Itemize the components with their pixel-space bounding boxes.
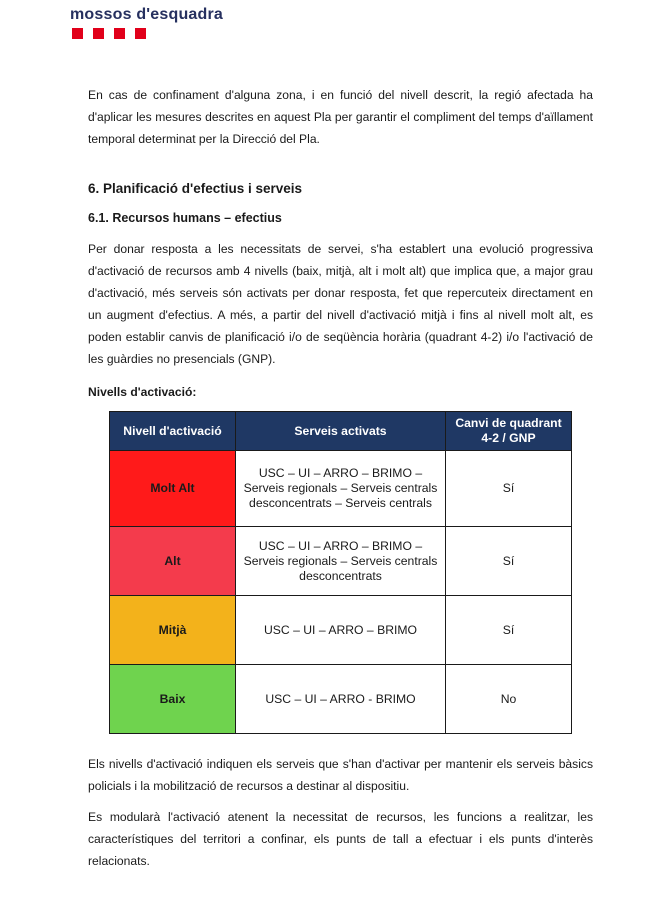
table-row [110, 665, 572, 734]
subsection-heading: 6.1. Recursos humans – efectius [88, 211, 282, 225]
table-row [110, 596, 572, 665]
logo-square-icon [135, 28, 146, 39]
services-cell: USC – UI – ARRO – BRIMO [236, 596, 446, 665]
intro-paragraph: En cas de confinament d'alguna zona, i en funció del nivell descrit, la regió afectada ha d'aplicar les mesures descrites en aquest Pla per garantir el compliment del temps d'aïllament temporal determinat per la Direcció del Pla. [88, 88, 593, 146]
after-table-paragraph-2: Es modularà l'activació atenent la necessitat de recursos, les funcions a realitzar, les característiques del territori a confinar, els punts de tall a efectuar i els punts d'interès relacionats. [88, 810, 593, 868]
change-cell: Sí [446, 527, 572, 596]
body-paragraph: Per donar resposta a les necessitats de servei, s'ha establert una evolució progressiva d'activació de recursos amb 4 nivells (baix, mitjà, alt i molt alt) que implica que, a major grau d'activació, més serveis són activats per donar resposta, fet que repercuteix directament en un augment d'efectius. A més, a partir del nivell d'activació mitjà i fins al nivell molt alt, es poden establir canvis de planificació i/o de seqüència horària (quadrant 4-2) i/o l'activació de les guàrdies no presencials (GNP). [88, 242, 593, 366]
logo-square-icon [114, 28, 125, 39]
level-cell: Molt Alt [110, 451, 236, 527]
level-cell: Baix [110, 665, 236, 734]
level-cell: Alt [110, 527, 236, 596]
services-cell: USC – UI – ARRO – BRIMO – Serveis regionals – Serveis centrals desconcentrats [236, 527, 446, 596]
logo-text: mossos d'esquadra [70, 6, 224, 23]
services-cell: USC – UI – ARRO - BRIMO [236, 665, 446, 734]
header-change: Canvi de quadrant 4-2 / GNP [446, 412, 572, 451]
change-cell: Sí [446, 596, 572, 665]
logo-squares [72, 28, 146, 39]
after-table-paragraph-1: Els nivells d'activació indiquen els serveis que s'han d'activar per mantenir els serveis bàsics policials i la mobilització de recursos a destinar al dispositiu. [88, 757, 593, 793]
logo-square-icon [72, 28, 83, 39]
logo-square-icon [93, 28, 104, 39]
header-services: Serveis activats [236, 412, 446, 451]
change-cell: Sí [446, 451, 572, 527]
table-label: Nivells d'activació: [88, 385, 197, 399]
activation-levels-table [109, 411, 572, 734]
services-cell: USC – UI – ARRO – BRIMO – Serveis regionals – Serveis centrals desconcentrats – Serveis centrals [236, 451, 446, 527]
table-row [110, 527, 572, 596]
section-heading: 6. Planificació d'efectius i serveis [88, 181, 303, 196]
change-cell: No [446, 665, 572, 734]
table-row [110, 451, 572, 527]
table-header-row [110, 412, 572, 451]
header-level: Nivell d'activació [110, 412, 236, 451]
level-cell: Mitjà [110, 596, 236, 665]
